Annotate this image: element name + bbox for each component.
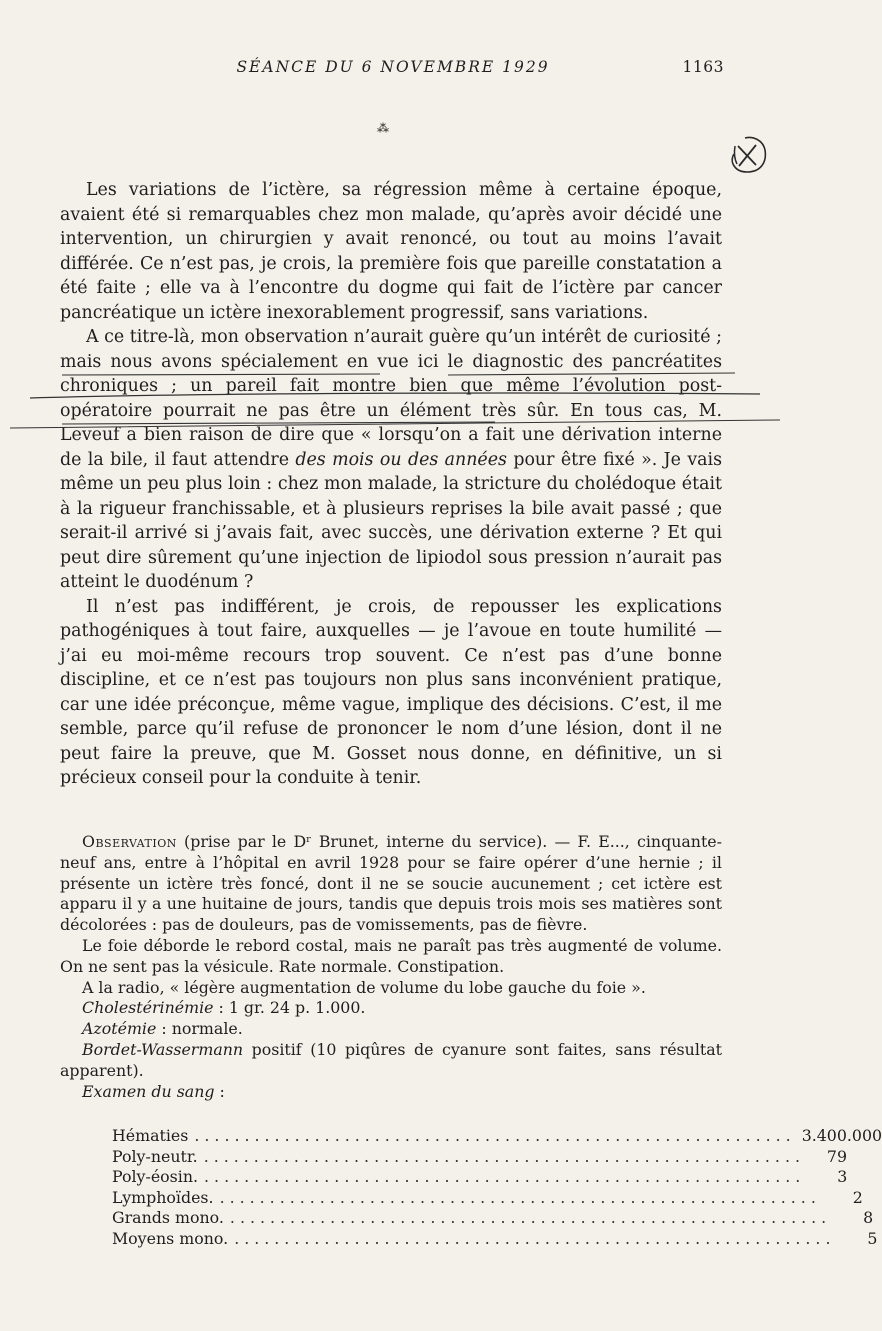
asterism: ⁂	[377, 121, 389, 135]
blood-count-value: 79	[826, 1146, 847, 1166]
blood-count-label: Moyens mono.	[112, 1228, 229, 1248]
observation-radio: A la radio, « légère augmentation de volume du lobe gauche du foie ».	[82, 977, 646, 997]
blood-count-value: 5	[867, 1228, 878, 1248]
blood-count-label: Grands mono.	[112, 1208, 224, 1228]
observation-azotemie	[60, 1019, 722, 1040]
observation-label: Observation	[82, 832, 177, 851]
observation-section	[60, 832, 722, 1102]
examen-sang-colon: :	[214, 1081, 225, 1101]
paragraph-2-part-2: pour être fixé ». Je vais même un peu plus loin : chez mon malade, la stricture du cholédoque était à la rigueur franchissable, et à plusieurs reprises la bile avait passé ; que serait-il arrivé si j’avais fait, avec succès, une dérivation externe ? Et qui peut dire sûrement qu’une injection de lipiodol sous pression n’aurait pas atteint le duodénum ?	[60, 449, 722, 592]
azotemie-value: : normale.	[156, 1019, 243, 1039]
observation-examen-sang	[60, 1082, 722, 1103]
paragraph-3: Il n’est pas indifférent, je crois, de repousser les explications pathogéniques à tout faire, auxquelles — je l’avoue en toute humilité — j’ai eu moi-même recours trop souvent. Ce n’est pas d’une bonne discipline, et ce n’est pas toujours non plus sans inconvénient pratique, car une idée préconçue, même vague, implique des décisions. C’est, il me semble, parce qu’il refuse de prononcer le nom d’une lésion, dont il ne peut faire la preuve, que M. Gosset nous donne, en définitive, un si précieux conseil pour la conduite à tenir.	[60, 596, 722, 788]
main-text	[60, 178, 722, 791]
header-title: SÉANCE DU 6 NOVEMBRE 1929	[236, 58, 550, 76]
blood-count-row	[112, 1167, 848, 1188]
blood-count-table	[112, 1126, 882, 1250]
dot-leader: ............................................................	[219, 1187, 821, 1207]
dot-leader: ............................................................	[194, 1126, 796, 1145]
blood-count-label: Poly-éosin.	[112, 1167, 199, 1187]
blood-count-value: 8	[863, 1208, 874, 1228]
observation-cholesterinemie	[60, 998, 722, 1019]
observation-bordet-wassermann	[60, 1040, 722, 1082]
paragraph-2-italic: des mois ou des années	[295, 449, 507, 470]
paragraph-2-part-1: A ce titre-là, mon observation n’aurait guère qu’un intérêt de curiosité ; mais nous avons spécialement en vue ici le diagnostic des pancréatites chroniques ; un pareil fait montre bien que même l’évolution post-opératoire pourrait ne pas être un élément très sûr. En tous cas, M. Leveuf a bien raison de dire que « lorsqu’on a fait une dérivation interne de la bile, il faut attendre	[60, 327, 722, 470]
blood-count-label: Hématies	[112, 1126, 189, 1145]
dot-leader: ............................................................	[229, 1208, 832, 1228]
blood-count-label: Poly-neutr.	[112, 1146, 198, 1166]
bordet-wassermann-value: positif (10 piqûres de cyanure sont faites, sans résultat apparent).	[60, 1039, 722, 1080]
paragraph-2	[60, 325, 722, 595]
bordet-wassermann-label: Bordet-Wassermann	[82, 1039, 244, 1059]
blood-count-row	[112, 1126, 882, 1147]
blood-count-row	[112, 1228, 878, 1250]
paragraph-1: Les variations de l’ictère, sa régression même à certaine époque, avaient été si remarquables chez mon malade, qu’après avoir décidé une intervention, un chirurgien y avait renoncé, ou tout au moins l’avait différée. Ce n’est pas, je crois, la première fois que pareille constatation a été faite ; elle va à l’encontre du dogme qui fait de l’ictère par cancer pancréatique un ictère inexorablement progressif, sans variations.	[60, 180, 722, 323]
dot-leader: ............................................................	[204, 1167, 806, 1187]
handwritten-x-mark-icon	[725, 132, 769, 176]
blood-count-row	[112, 1208, 874, 1229]
cholesterinemie-value: : 1 gr. 24 p. 1.000.	[213, 998, 366, 1018]
observation-intro-text: (prise par le Dʳ Brunet, interne du service). — F. E..., cinquante-neuf ans, entre à l’hôpital en avril 1928 pour se faire opérer d’une hernie ; il présente un ictère très foncé, dont il ne se soucie aucunement ; cet ictère est apparu il y a une huitaine de jours, tandis que depuis trois mois ses matières sont décolorées : pas de douleurs, pas de vomissements, pas de fièvre.	[60, 832, 722, 935]
dot-leader: ............................................................	[234, 1228, 836, 1248]
blood-count-value: 3.400.000	[801, 1126, 882, 1145]
blood-count-row	[112, 1187, 863, 1209]
blood-count-row	[112, 1146, 847, 1168]
blood-count-value: 2	[852, 1187, 863, 1207]
running-header	[62, 58, 724, 84]
blood-count-value: 3	[837, 1167, 848, 1187]
azotemie-label: Azotémie	[82, 1019, 157, 1039]
cholesterinemie-label: Cholestérinémie	[82, 998, 214, 1018]
blood-count-label: Lymphoïdes.	[112, 1187, 214, 1207]
dot-leader: ............................................................	[203, 1146, 805, 1166]
observation-foie: Le foie déborde le rebord costal, mais ne paraît pas très augmenté de volume. On ne sent pas la vésicule. Rate normale. Constipation.	[60, 935, 722, 976]
observation-intro	[60, 832, 722, 936]
examen-sang-label: Examen du sang	[82, 1081, 215, 1101]
page-number: 1163	[682, 58, 724, 76]
